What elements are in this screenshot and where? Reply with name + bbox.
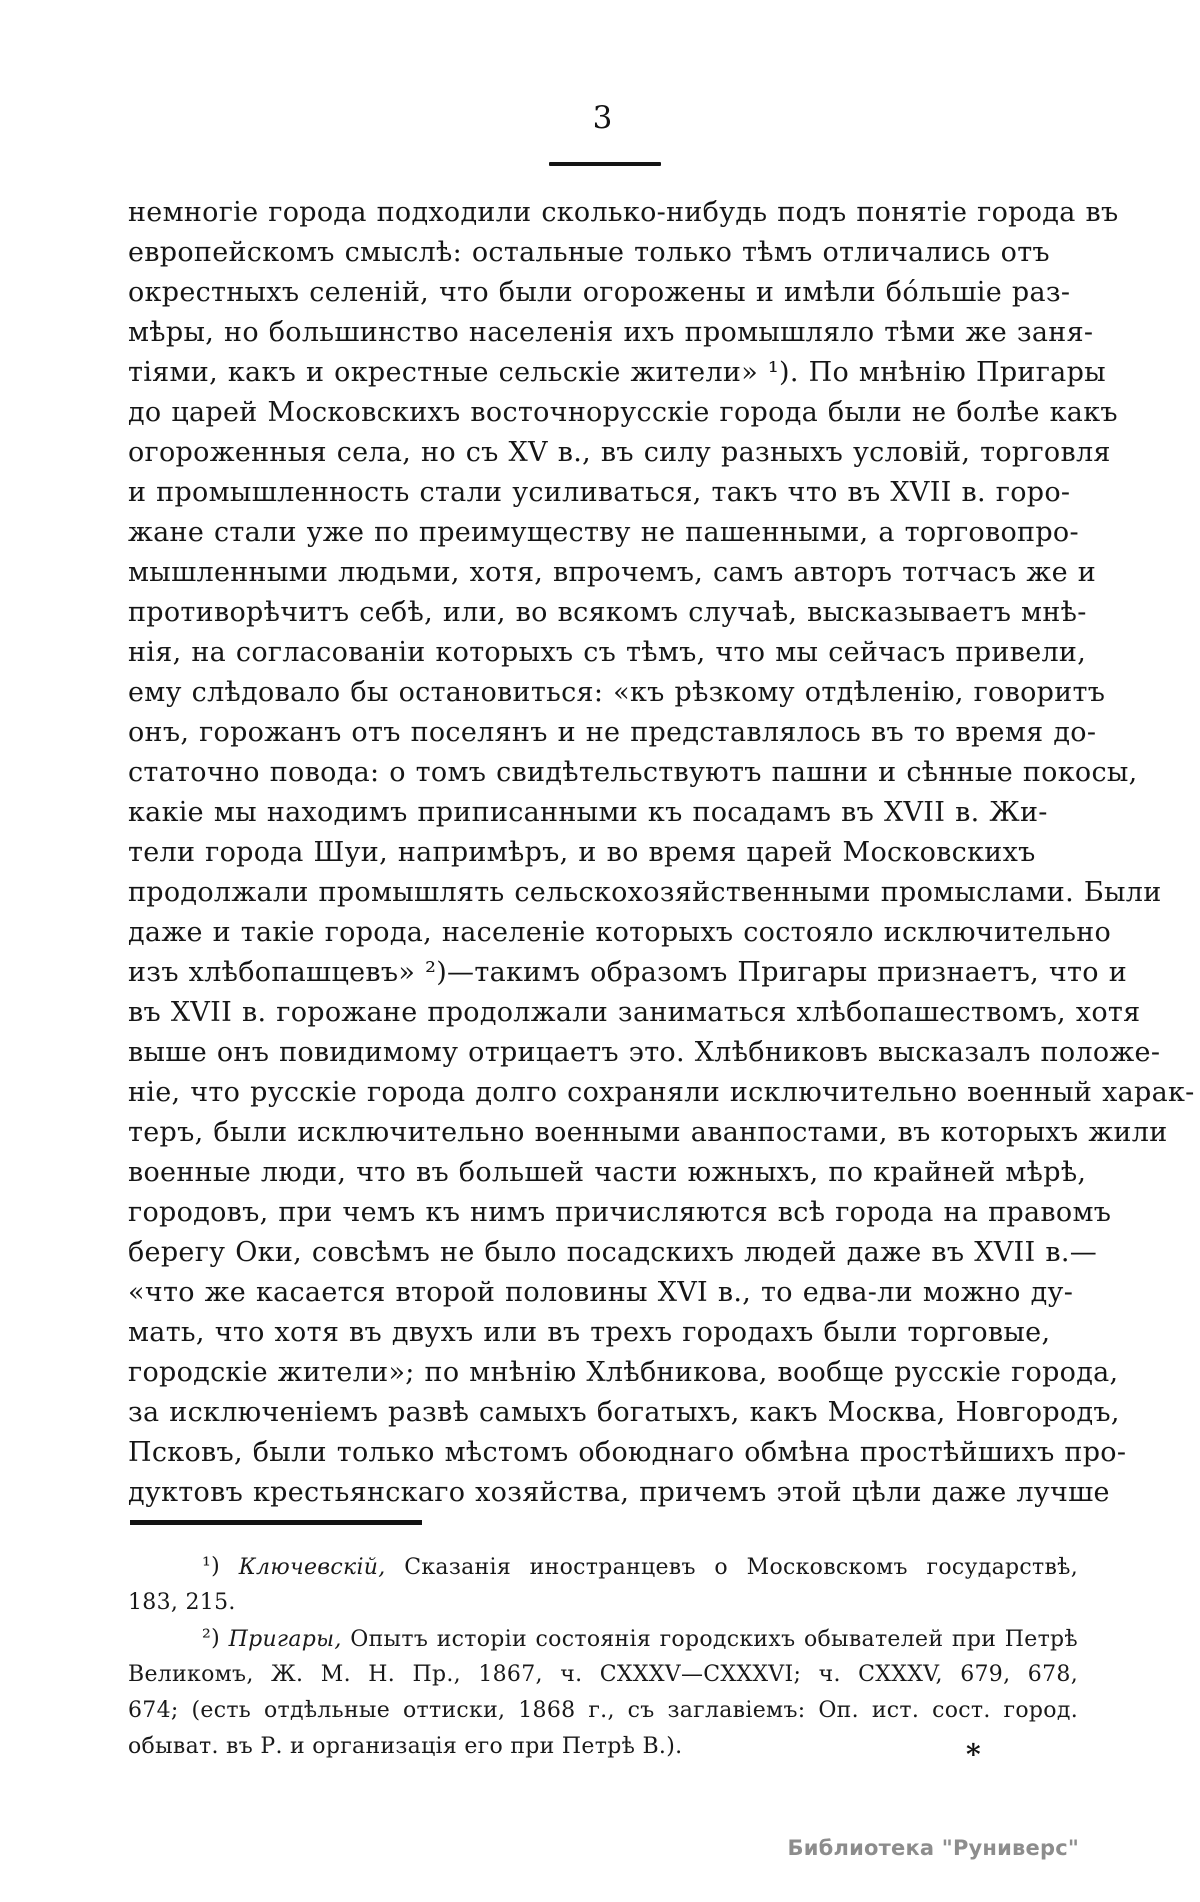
text-line: теръ, были исключительно военными аванпостами, въ которыхъ жили (128, 1117, 1168, 1148)
text-line: нія, на согласованіи которыхъ съ тѣмъ, что мы сейчасъ привели, (128, 637, 1087, 668)
text-line: тіями, какъ и окрестные сельскіе жители» ¹). По мнѣнію Пригары (128, 357, 1106, 388)
text-line: продолжали промышлять сельскохозяйственными промыслами. Были (128, 877, 1162, 908)
footnote-2-line-2: Великомъ, Ж. М. Н. Пр., 1867, ч. CXXXV—CXXXVI; ч. CXXXV, 679, 678, (128, 1662, 1078, 1687)
text-line: до царей Московскихъ восточнорусскіе города были не болѣе какъ (128, 397, 1118, 428)
footnote-2-line-1 (128, 1621, 1078, 1657)
page-number-rule (549, 162, 661, 166)
text-line: какіе мы находимъ приписанными къ посадамъ въ XVII в. Жи- (128, 797, 1048, 828)
text-line: тели города Шуи, напримѣръ, и во время царей Московскихъ (128, 837, 1036, 868)
text-line: жане стали уже по преимуществу не пашенными, а торговопро- (128, 517, 1079, 548)
text-line: европейскомъ смыслѣ: остальные только тѣмъ отличались отъ (128, 237, 1050, 268)
text-line: противорѣчитъ себѣ, или, во всякомъ случаѣ, высказываетъ мнѣ- (128, 597, 1087, 628)
text-line: онъ, горожанъ отъ поселянъ и не представлялось въ то время до- (128, 717, 1097, 748)
footnote-2-author: Пригары, (228, 1627, 342, 1652)
text-line: выше онъ повидимому отрицаетъ это. Хлѣбниковъ высказалъ положе- (128, 1037, 1161, 1068)
text-line: изъ хлѣбопашцевъ» ²)—такимъ образомъ Пригары признаетъ, что и (128, 957, 1128, 988)
text-line: огороженныя села, но съ XV в., въ силу разныхъ условій, торговля (128, 437, 1111, 468)
text-line: Псковъ, были только мѣстомъ обоюднаго обмѣна простѣйшихъ про- (128, 1437, 1127, 1468)
text-line: «что же касается второй половины XVI в., то едва-ли можно ду- (128, 1277, 1074, 1308)
text-line: ему слѣдовало бы остановиться: «къ рѣзкому отдѣленію, говоритъ (128, 677, 1106, 708)
footnote-2-line-4: обыват. въ Р. и организація его при Петрѣ В.). (128, 1734, 683, 1759)
text-line: статочно повода: о томъ свидѣтельствуютъ пашни и сѣнные покосы, (128, 757, 1138, 788)
footnote-1-marker: ¹) (202, 1554, 221, 1579)
text-line: военные люди, что въ большей части южныхъ, по крайней мѣрѣ, (128, 1157, 1087, 1188)
asterisk-mark: * (966, 1738, 981, 1771)
library-watermark: Библиотека "Руниверс" (787, 1836, 1079, 1860)
text-line: городовъ, при чемъ къ нимъ причисляются всѣ города на правомъ (128, 1197, 1112, 1228)
text-line: берегу Оки, совсѣмъ не было посадскихъ людей даже въ XVII в.— (128, 1237, 1098, 1268)
text-line: ніе, что русскіе города долго сохраняли исключительно военный харак- (128, 1077, 1195, 1108)
footnote-1-line-2: 183, 215. (128, 1590, 236, 1615)
footnotes-block (128, 1549, 1078, 1765)
footnote-2-marker: ²) (202, 1626, 221, 1651)
page-header (128, 100, 1078, 136)
text-line: окрестныхъ селеній, что были огорожены и имѣли бо́льшіе раз- (128, 277, 1071, 308)
footnote-2-line-3: 674; (есть отдѣльные оттиски, 1868 г., съ заглавіемъ: Оп. ист. сост. город. (128, 1698, 1078, 1723)
footnote-1-text: Сказанія иностранцевъ о Московскомъ государствѣ, (404, 1555, 1079, 1580)
text-line: даже и такіе города, населеніе которыхъ состояло исключительно (128, 917, 1112, 948)
text-line: мѣры, но большинство населенія ихъ промышляло тѣми же заня- (128, 317, 1094, 348)
footnote-1-line-1 (128, 1549, 1078, 1585)
text-line: мышленными людьми, хотя, впрочемъ, самъ авторъ тотчасъ же и (128, 557, 1097, 588)
text-line: городскіе жители»; по мнѣнію Хлѣбникова, вообще русскіе города, (128, 1357, 1119, 1388)
text-line: дуктовъ крестьянскаго хозяйства, причемъ этой цѣли даже лучше (128, 1477, 1110, 1508)
footnote-1-author: Ключевскій, (238, 1555, 386, 1580)
text-line: и промышленность стали усиливаться, такъ что въ XVII в. горо- (128, 477, 1071, 508)
footnote-2-text: Опытъ исторіи состоянія городскихъ обывателей при Петрѣ (350, 1627, 1078, 1652)
text-line: мать, что хотя въ двухъ или въ трехъ городахъ были торговые, (128, 1317, 1051, 1348)
page-number: 3 (592, 100, 614, 136)
body-text-block (128, 193, 1195, 1513)
text-line: немногіе города подходили сколько-нибудь подъ понятіе города въ (128, 197, 1119, 228)
text-line: въ XVII в. горожане продолжали заниматься хлѣбопашествомъ, хотя (128, 997, 1141, 1028)
text-line: за исключеніемъ развѣ самыхъ богатыхъ, какъ Москва, Новгородъ, (128, 1397, 1120, 1428)
footnote-separator-rule (130, 1520, 422, 1525)
